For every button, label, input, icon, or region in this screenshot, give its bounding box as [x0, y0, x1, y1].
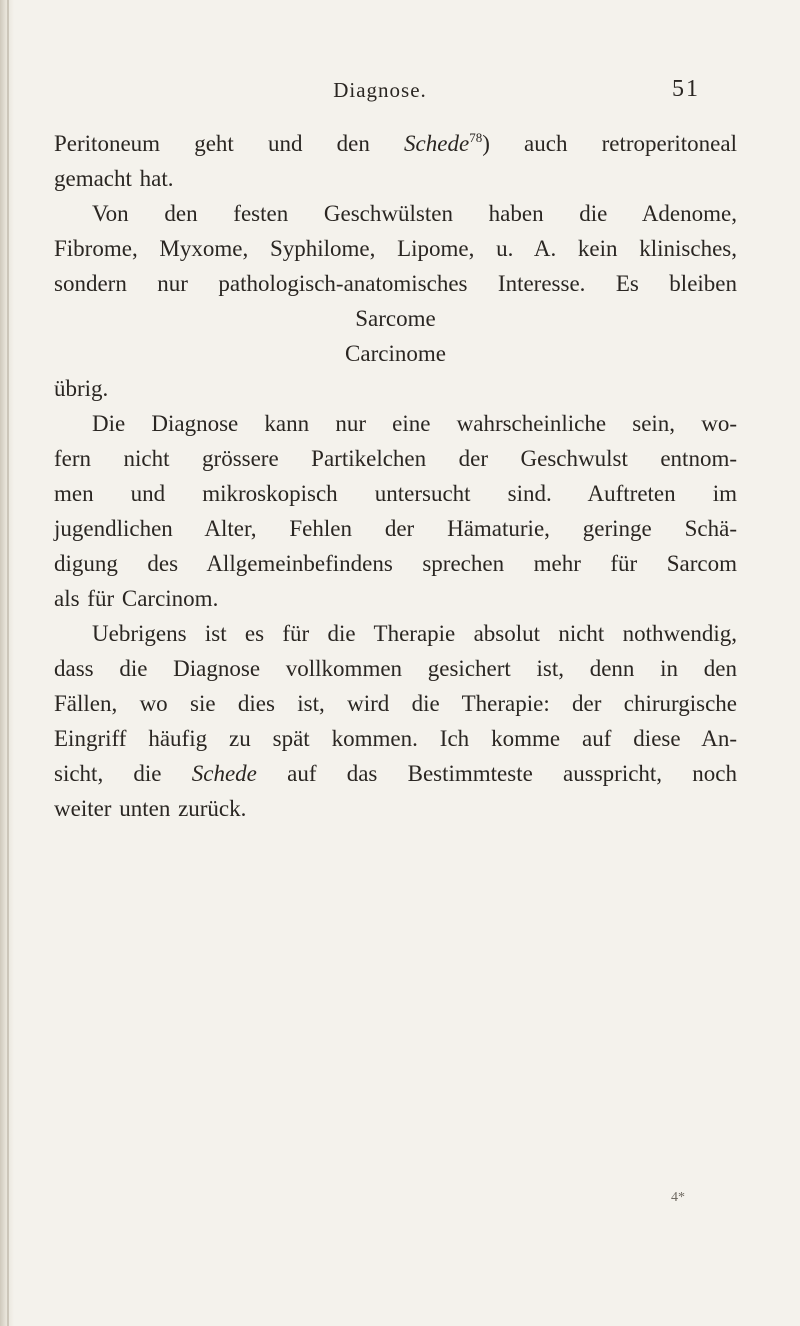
paragraph-4-line-2: dass die Diagnose vollkommen gesichert ist, denn in den	[54, 656, 737, 681]
paragraph-4-line-4: Eingriff häufig zu spät kommen. Ich komme auf diese An-	[54, 726, 737, 751]
paragraph-1-line-1: Peritoneum geht und den Schede$^{78}$) auch retroperitoneal	[54, 130, 737, 156]
list-item-sarcome: Sarcome	[355, 306, 436, 331]
paragraph-1-line-2: gemacht hat.	[54, 166, 174, 191]
paragraph-3-line-2: fern nicht grössere Partikelchen der Geschwulst entnom-	[54, 446, 737, 471]
running-head	[0, 74, 800, 106]
paragraph-2-line-2: Fibrome, Myxome, Syphilome, Lipome, u. A. kein klinisches,	[54, 236, 737, 261]
paragraph-4-line-1: Uebrigens ist es für die Therapie absolut nicht nothwendig,	[92, 621, 737, 646]
binding-edge-line	[7, 0, 9, 1326]
paragraph-2-line-3: sondern nur pathologisch-anatomisches Interesse. Es bleiben	[54, 271, 737, 296]
signature-mark: 4*	[671, 1190, 685, 1205]
paragraph-4-line-6: weiter unten zurück.	[54, 796, 247, 821]
paragraph-3-line-3: men und mikroskopisch untersucht sind. Auftreten im	[54, 481, 737, 506]
author-name: Schede	[404, 131, 470, 156]
paragraph-3-line-5: digung des Allgemeinbefindens sprechen mehr für Sarcom	[54, 551, 737, 576]
paragraph-4-line-3: Fällen, wo sie dies ist, wird die Therapie: der chirurgische	[54, 691, 737, 716]
paragraph-3-line-1: Die Diagnose kann nur eine wahrscheinliche sein, wo-	[92, 411, 737, 436]
paragraph-4-line-5: sicht, die Schede auf das Bestimmteste ausspricht, noch	[54, 761, 737, 786]
body-text	[54, 126, 737, 826]
footnote-marker: 78	[469, 130, 483, 145]
page-number: 51	[672, 76, 700, 102]
paragraph-3-line-6: als für Carcinom.	[54, 586, 219, 611]
paragraph-2-line-1: Von den festen Geschwülsten haben die Adenome,	[92, 201, 737, 226]
paragraph-3-line-4: jugendlichen Alter, Fehlen der Hämaturie, geringe Schä-	[54, 516, 737, 541]
author-name: Schede	[191, 761, 257, 786]
paragraph-2-line-4: übrig.	[54, 376, 109, 401]
list-item-carcinome: Carcinome	[345, 341, 446, 366]
running-title: Diagnose.	[333, 78, 427, 102]
